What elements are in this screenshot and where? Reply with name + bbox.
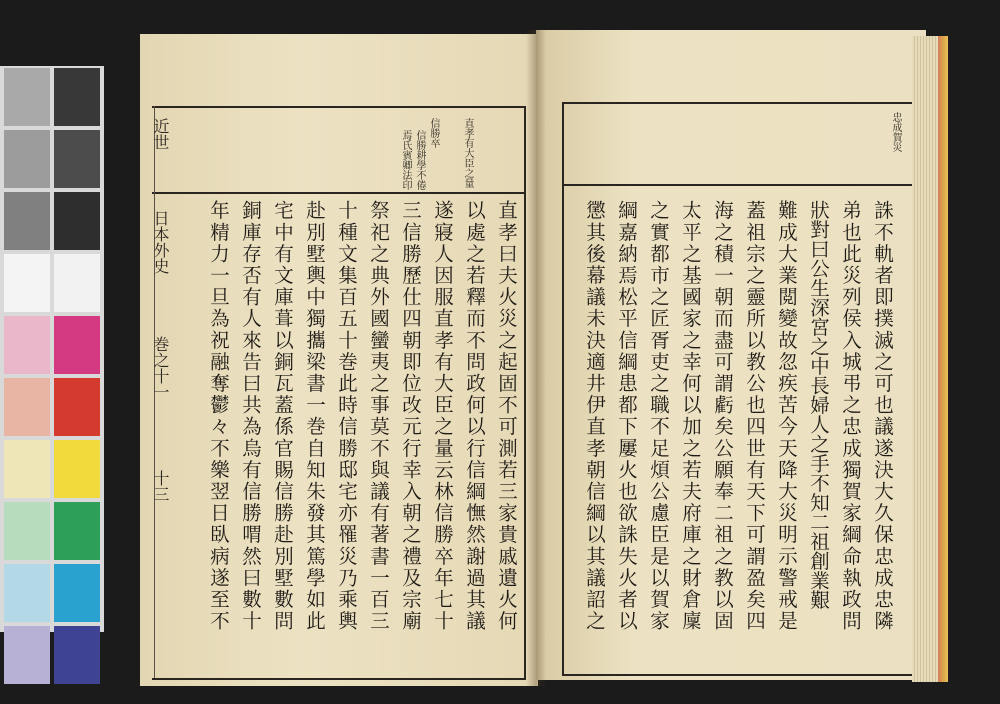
color-patch-cream bbox=[4, 440, 50, 498]
color-patch-gray-mid-dark bbox=[54, 130, 100, 188]
left-column-8: 宅中有文庫葺以銅瓦蓋係官賜信勝赴別墅數問 bbox=[271, 200, 294, 632]
right-column-2: 弟也此災列侯入城弔之忠成獨賀家綱命執政問 bbox=[839, 200, 862, 632]
right-column-6: 海之積一朝而盡可謂虧矣公願奉二祖之教以固 bbox=[711, 200, 734, 632]
left-column-3: 遂寢人因服直孝有大臣之量云林信勝卒年七十 bbox=[431, 200, 454, 632]
book-spine-shadow bbox=[526, 30, 546, 686]
left-header-rule bbox=[152, 192, 526, 194]
right-header-text: 忠成賀災 bbox=[890, 112, 901, 152]
color-patch-gray-mid-light bbox=[4, 130, 50, 188]
hanshin-4: 十三 bbox=[151, 470, 170, 502]
color-patch-pink bbox=[4, 316, 50, 374]
right-column-5: 蓋祖宗之靈所以教公也四世有天下可謂盈矣四 bbox=[743, 200, 766, 632]
color-patch-yellow bbox=[54, 440, 100, 498]
left-column-2: 以處之若釋而不問政何以行信綱憮然謝過其議 bbox=[463, 200, 486, 632]
right-column-7: 太平之基國家之幸何以加之若夫府庫之財倉廩 bbox=[679, 200, 702, 632]
left-column-5: 祭祀之典外國蠻夷之事莫不與議有著書一百三 bbox=[367, 200, 390, 632]
color-patch-gray-dark bbox=[54, 68, 100, 126]
right-column-10: 懲其後幕議未決適井伊直孝朝信綱以其議詔之 bbox=[583, 200, 606, 632]
left-column-4: 三信勝歷仕四朝即位改元行幸入朝之禮及宗廟 bbox=[399, 200, 422, 632]
left-header-note-1: 信勝卒 bbox=[428, 118, 439, 148]
color-patch-gray-darker bbox=[54, 192, 100, 250]
color-calibration-card bbox=[0, 66, 104, 632]
color-patch-white-2 bbox=[54, 254, 100, 312]
color-patch-salmon bbox=[4, 378, 50, 436]
color-patch-lavender bbox=[4, 626, 50, 684]
color-patch-cyan bbox=[54, 564, 100, 622]
right-column-4: 難成大業閲變故忽疾苦今天降大災明示警戒是 bbox=[775, 200, 798, 632]
color-patch-indigo bbox=[54, 626, 100, 684]
left-column-9: 銅庫存否有人來告曰共為烏有信勝喟然曰數十 bbox=[239, 200, 262, 632]
right-column-8: 之實都市之匠胥吏之職不足煩公慮臣是以賀家 bbox=[647, 200, 670, 632]
right-column-1: 誅不軌者即撲滅之可也議遂決大久保忠成忠隣 bbox=[871, 200, 894, 632]
left-column-10: 年精力一旦為祝融奪鬱々不樂翌日臥病遂至不 bbox=[207, 200, 230, 632]
red-page-edge bbox=[938, 36, 948, 682]
color-patch-light-blue bbox=[4, 564, 50, 622]
color-patch-red bbox=[54, 378, 100, 436]
hanshin-2: 日本外史 bbox=[151, 210, 170, 274]
color-patch-gray-medium bbox=[4, 192, 50, 250]
hanshin-3: 巻之十一 bbox=[151, 336, 170, 400]
hanshin-1: 近世 bbox=[151, 118, 170, 150]
color-patch-gray-light bbox=[4, 68, 50, 126]
color-patch-magenta bbox=[54, 316, 100, 374]
color-patch-white bbox=[4, 254, 50, 312]
color-patch-green bbox=[54, 502, 100, 560]
left-column-1: 直孝曰夫火災之起固不可測若三家貴戚遺火何 bbox=[495, 200, 518, 632]
right-column-3: 狀對曰公生深宮之中長婦人之手不知二祖創業艱 bbox=[807, 200, 830, 610]
left-column-6: 十種文集百五十巻此時信勝邸宅亦罹災乃乘輿 bbox=[335, 200, 358, 632]
left-header-note-2: 信勝耕學不倦 bbox=[414, 130, 425, 190]
left-column-7: 赴別墅輿中獨攜梁書一巻自知朱發其篤學如此 bbox=[303, 200, 326, 632]
left-header-text: 直孝有大臣之量 bbox=[462, 118, 473, 188]
right-column-9: 綱嘉納焉松平信綱患都下屢火也欲誅失火者以 bbox=[615, 200, 638, 632]
right-header-rule bbox=[562, 184, 918, 186]
color-patch-mint bbox=[4, 502, 50, 560]
left-header-note-3: 焉氏賓卿法印 bbox=[400, 130, 411, 190]
